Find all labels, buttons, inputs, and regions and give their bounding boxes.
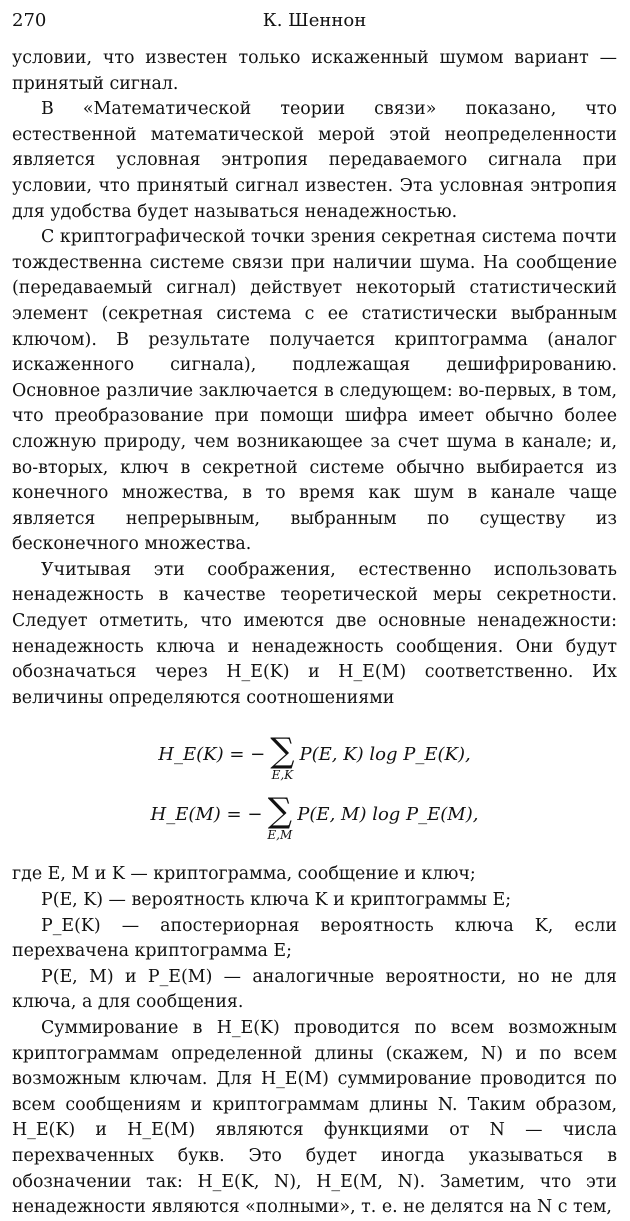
formula-lhs: H_E(K) = −	[158, 744, 266, 766]
formula-rhs: P(E, M) log P_E(M),	[297, 804, 479, 826]
definition-line: P(E, K) — вероятность ключа K и криптограммы E;	[41, 890, 512, 911]
definition-line: P(E, M) и P_E(M) — аналогичные вероятности, но не для ключа, а для сообщения.	[12, 966, 617, 1013]
summation	[267, 791, 293, 843]
sigma-symbol: ∑	[270, 731, 295, 772]
paragraph: Учитывая эти соображения, естественно использовать ненадежность в качестве теоретической меры секретности. Следует отметить, что имеются две основные ненадежности: ненадежность ключа и ненадежность сообщения. Они будут обозначаться через H_E(K) и H_E(M) соответственно. Их величины определяются соотношениями	[12, 559, 617, 708]
formula-key-equivocation	[12, 731, 617, 794]
formula-rhs: P(E, K) log P_E(K),	[299, 744, 471, 766]
sigma-symbol: ∑	[267, 791, 292, 832]
definition-line: где E, M и K — криптограмма, сообщение и ключ;	[12, 864, 476, 885]
formula-message-equivocation	[12, 791, 617, 854]
paragraph-continued: условии, что известен только искаженный шумом вариант — принятый сигнал.	[12, 48, 617, 94]
running-title: К. Шеннон	[262, 10, 367, 31]
summation	[270, 731, 295, 783]
paragraph: С криптографической точки зрения секретная система почти тождественна системе связи при наличии шума. На сообщение (передаваемый сигнал) действует некоторый статистический элемент (секретная система с ее статистически выбранным ключом). В результате получается криптограмма (аналог искаженного сигнала), подлежащая дешифрированию. Основное различие заключается в следующем: во-первых, в том, что преобразование при помощи шифра имеет обычно более сложную природу, чем возникающее за счет шума в канале; и, во-вторых, ключ в секретной системе обычно выбирается из конечного множества, в то время как шум в канале чаще является непрерывным, выбранным по существу из бесконечного множества.	[12, 227, 617, 555]
formula-block	[12, 731, 617, 854]
closing-paragraph: Суммирование в H_E(K) проводится по всем возможным криптограммам определенной длины (скажем, N) и по всем возможным ключам. Для H_E(M) суммирование проводится по всем сообщениям и криптограммам длины N. Таким образом, H_E(K) и H_E(M) являются функциями от N — числа перехваченных букв. Это будет иногда указываться в обозначении так: H_E(K, N), H_E(M, N). Заметим, что эти ненадежности являются «полными», т. е. не делятся на N с тем,	[12, 1018, 617, 1218]
page-header	[12, 0, 617, 46]
definition-line: P_E(K) — апостериорная вероятность ключа K, если перехвачена криптограмма E;	[12, 915, 617, 962]
page-number: 270	[12, 10, 47, 31]
summation-subscript: E,M	[267, 828, 293, 843]
summation-subscript: E,K	[271, 768, 294, 783]
paragraph: В «Математической теории связи» показано, что естественной математической мерой этой неопределенности является условная энтропия передаваемого сигнала при условии, что принятый сигнал известен. Эта условная энтропия для удобства будет называться ненадежностью.	[12, 99, 617, 222]
formula-lhs: H_E(M) = −	[150, 804, 263, 826]
